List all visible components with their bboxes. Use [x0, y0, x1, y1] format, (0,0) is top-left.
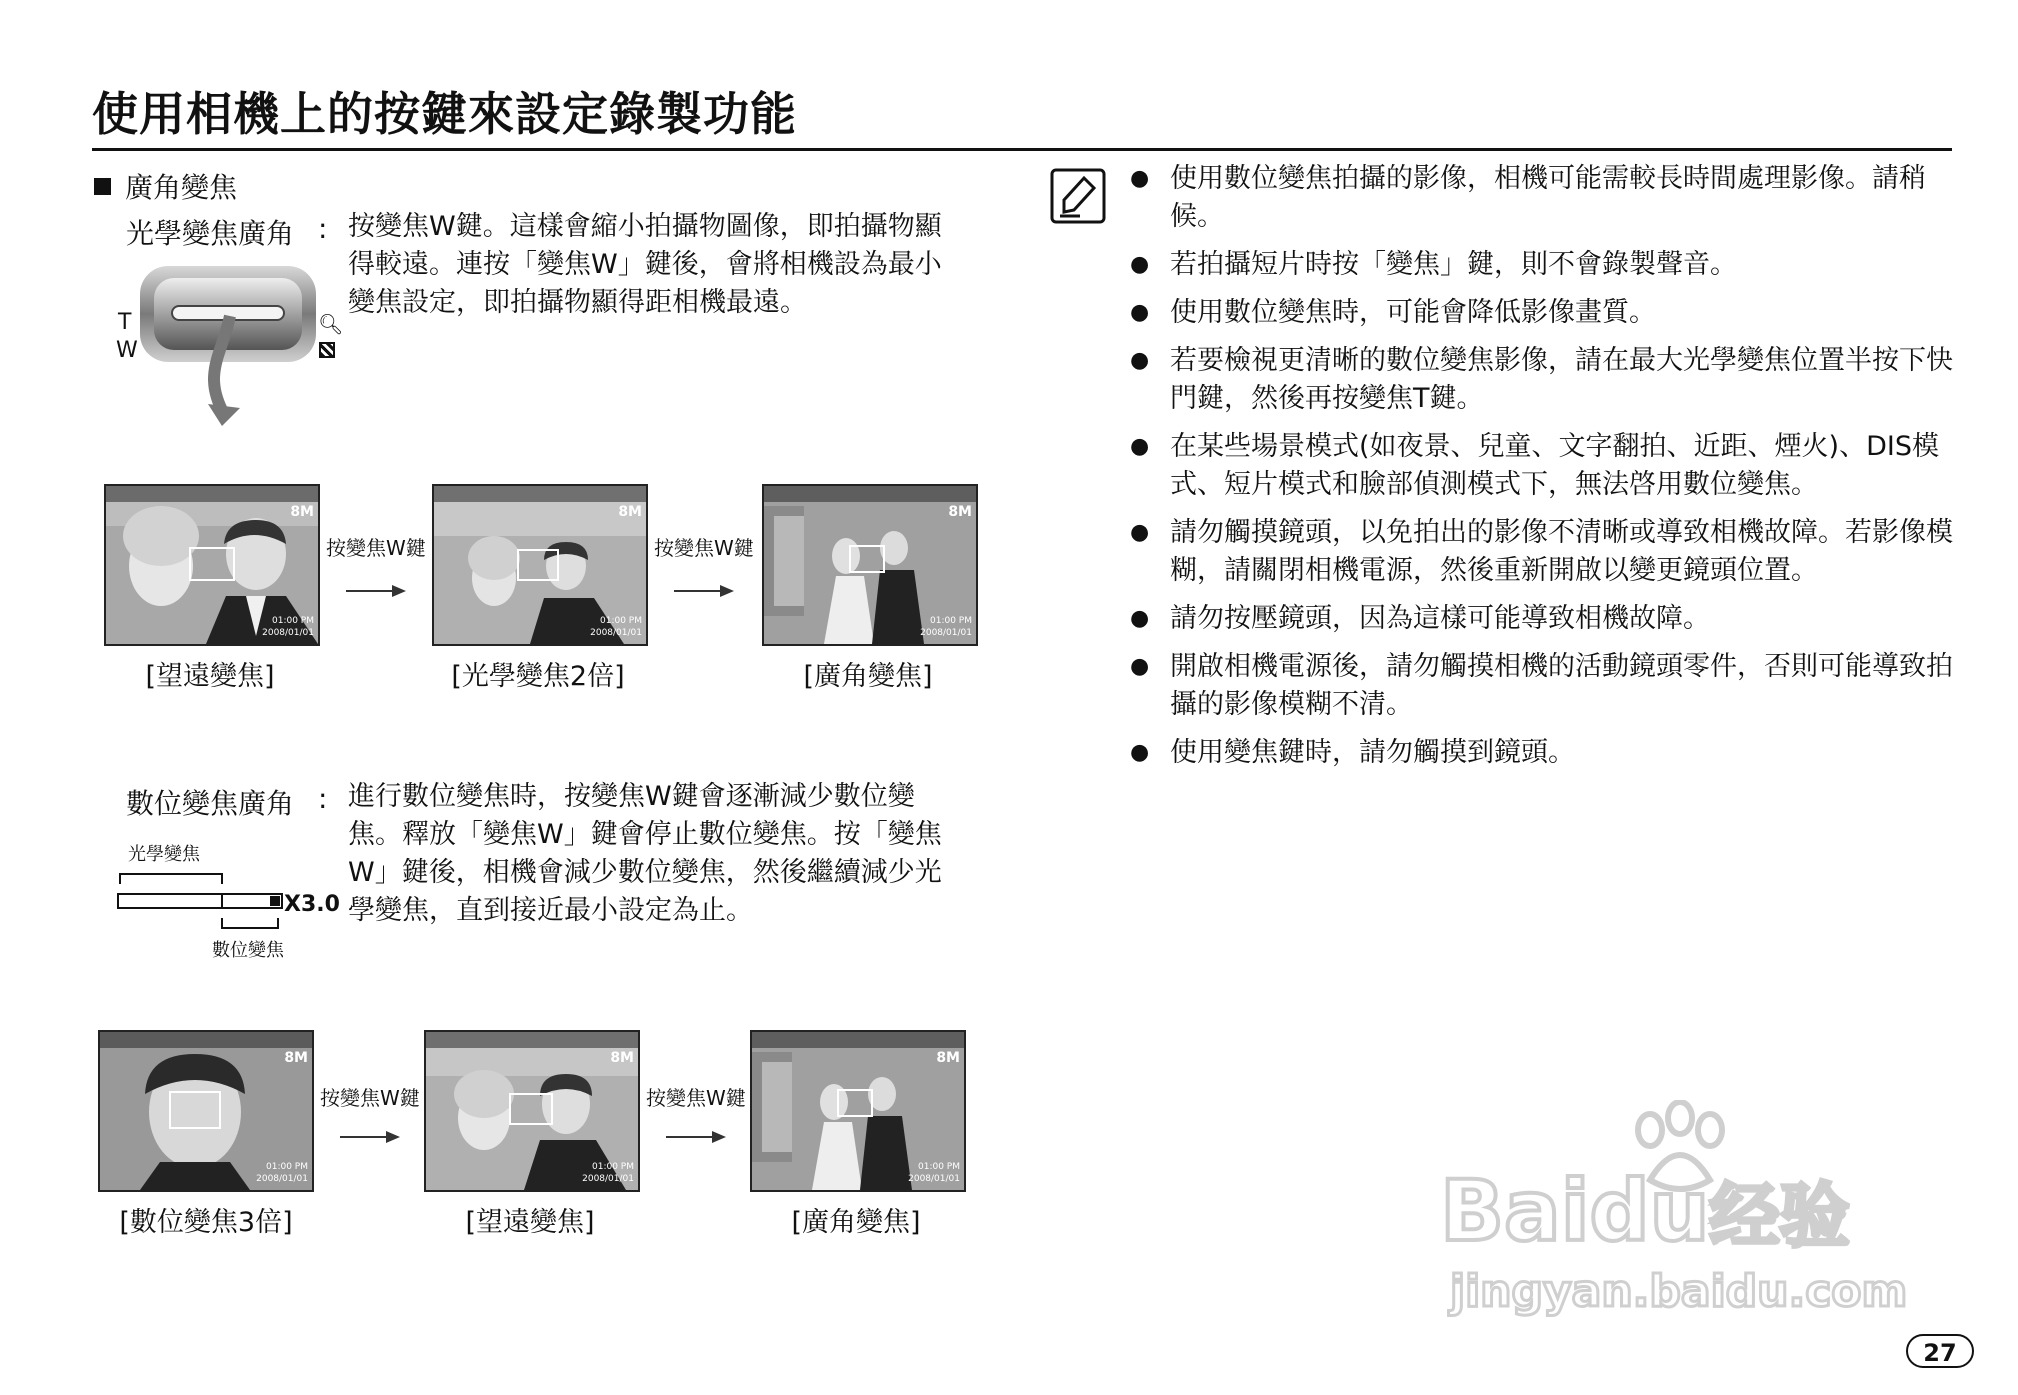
screen-optical-2x — [432, 484, 648, 646]
note-item: ● 請勿觸摸鏡頭，以免拍出的影像不清晰或導致相機故障。若影像模糊，請關閉相機電源，然後重新開啟以變更鏡頭位置。 — [1130, 514, 1970, 590]
page-title: 使用相機上的按鍵來設定錄製功能 — [92, 87, 797, 141]
photo-time: 01:00 PM — [592, 1162, 634, 1172]
optical-colon: : — [318, 212, 328, 245]
photo-size: 8M — [284, 1050, 308, 1066]
photo-date: 2008/01/01 — [256, 1174, 308, 1184]
photo-date: 2008/01/01 — [262, 628, 314, 638]
arrow-label: 按變焦W鍵 — [654, 536, 754, 560]
screen-telephoto — [104, 484, 320, 646]
baidu-watermark — [1440, 1100, 1920, 1330]
title-rule — [92, 148, 1952, 151]
note-item: ● 使用變焦鍵時，請勿觸摸到鏡頭。 — [1130, 734, 1970, 772]
digital-zoom-description: 進行數位變焦時，按變焦W鍵會逐漸減少數位變焦。釋放「變焦W」鍵會停止數位變焦。按「變焦W」鍵後，相機會減少數位變焦，然後繼續減少光學變焦，直到接近最小設定為止。 — [348, 781, 942, 926]
right-arrow-icon — [666, 1130, 726, 1144]
note-item: ● 請勿按壓鏡頭，因為這樣可能導致相機故障。 — [1130, 600, 1970, 638]
digital-zoom-term: 數位變焦廣角 — [126, 787, 295, 820]
zoom-bar-diagram — [116, 840, 346, 960]
thumbnail-grid-icon — [319, 342, 335, 358]
screen-wide-angle-2 — [750, 1030, 966, 1192]
caption-telephoto: [望遠變焦] — [145, 661, 275, 692]
note-pencil-icon — [1050, 168, 1106, 224]
digital-colon: : — [318, 782, 328, 815]
photo-time: 01:00 PM — [272, 616, 314, 626]
photo-time: 01:00 PM — [266, 1162, 308, 1172]
right-arrow-icon — [340, 1130, 400, 1144]
photo-size: 8M — [290, 504, 314, 520]
photo-size: 8M — [936, 1050, 960, 1066]
note-item: ● 若要檢視更清晰的數位變焦影像，請在最大光學變焦位置半按下快門鍵，然後再按變焦T鍵。 — [1130, 342, 1970, 418]
zoom-bar-optical-label: 光學變焦 — [128, 844, 200, 865]
note-item: ● 使用數位變焦拍攝的影像，相機可能需較長時間處理影像。請稍候。 — [1130, 160, 1970, 236]
watermark-brand: Bai — [1440, 1162, 1590, 1260]
arrow-label: 按變焦W鍵 — [646, 1086, 746, 1110]
section-heading — [94, 166, 237, 206]
caption-telephoto-2: [望遠變焦] — [465, 1207, 595, 1238]
page-number: 27 — [1906, 1334, 1974, 1368]
arrow-label: 按變焦W鍵 — [320, 1086, 420, 1110]
right-arrow-icon — [674, 584, 734, 598]
caption-optical-2x: [光學變焦2倍] — [451, 661, 625, 692]
photo-time: 01:00 PM — [930, 616, 972, 626]
photo-date: 2008/01/01 — [590, 628, 642, 638]
zoom-lever-illustration — [116, 264, 344, 426]
zoom-bar-value: X3.0 — [284, 892, 340, 917]
lever-t-label: T — [118, 310, 132, 335]
photo-size: 8M — [948, 504, 972, 520]
photo-time: 01:00 PM — [918, 1162, 960, 1172]
photo-size: 8M — [610, 1050, 634, 1066]
photo-time: 01:00 PM — [600, 616, 642, 626]
note-item: ● 若拍攝短片時按「變焦」鍵，則不會錄製聲音。 — [1130, 246, 1970, 284]
notes-list — [1130, 160, 1970, 782]
lever-w-label: W — [116, 338, 138, 363]
arrow-label: 按變焦W鍵 — [326, 536, 426, 560]
section-heading-text: 廣角變焦 — [125, 171, 238, 204]
zoom-bar-digital-label: 數位變焦 — [212, 940, 284, 961]
photo-date: 2008/01/01 — [582, 1174, 634, 1184]
photo-size: 8M — [618, 504, 642, 520]
note-item: ● 使用數位變焦時，可能會降低影像畫質。 — [1130, 294, 1970, 332]
optical-zoom-term: 光學變焦廣角 — [126, 217, 295, 250]
watermark-url: jingyan.baidu.com — [1450, 1266, 1908, 1317]
note-item: ● 開啟相機電源後，請勿觸摸相機的活動鏡頭零件，否則可能導致拍攝的影像模糊不清。 — [1130, 648, 1970, 724]
screen-wide-angle — [762, 484, 978, 646]
caption-digital-3x: [數位變焦3倍] — [119, 1207, 293, 1238]
screen-digital-3x — [98, 1030, 314, 1192]
watermark-jingyan: 经验 — [1709, 1175, 1850, 1257]
screen-telephoto-2 — [424, 1030, 640, 1192]
watermark-brand-du: du — [1589, 1162, 1710, 1260]
photo-date: 2008/01/01 — [920, 628, 972, 638]
square-bullet-icon — [94, 178, 111, 195]
optical-zoom-description: 按變焦W鍵。這樣會縮小拍攝物圖像，即拍攝物顯得較遠。連按「變焦W」鍵後，會將相機設為最小變焦設定，即拍攝物顯得距相機最遠。 — [348, 211, 942, 318]
right-arrow-icon — [346, 584, 406, 598]
note-item: ● 在某些場景模式(如夜景、兒童、文字翻拍、近距、煙火)、DIS模式、短片模式和臉部偵測模式下，無法啓用數位變焦。 — [1130, 428, 1970, 504]
photo-date: 2008/01/01 — [908, 1174, 960, 1184]
caption-wide-angle: [廣角變焦] — [803, 661, 933, 692]
caption-wide-angle-2: [廣角變焦] — [791, 1207, 921, 1238]
magnify-icon: 🔍︎ — [318, 312, 344, 336]
